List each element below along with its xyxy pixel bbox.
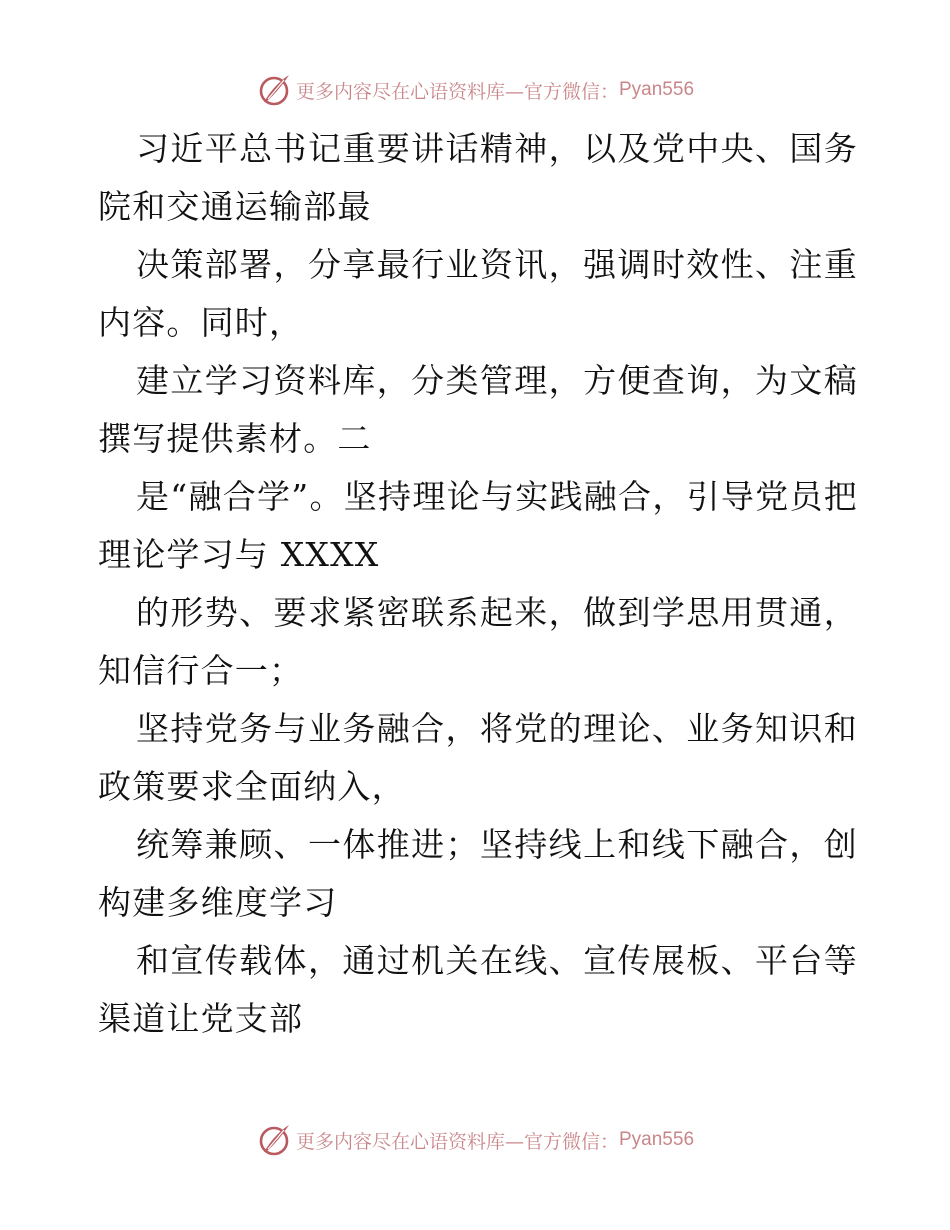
footer-watermark	[0, 1120, 950, 1160]
paragraph-3: 建立学习资料库，分类管理，方便查询，为文稿撰写提供素材。二	[98, 361, 858, 458]
paragraph-2: 决策部署，分享最行业资讯，强调时效性、注重内容。同时，	[98, 245, 858, 342]
watermark-account: Pyan556	[619, 1129, 695, 1150]
header-watermark	[0, 70, 950, 110]
feather-pen-logo-icon	[256, 1122, 292, 1158]
paragraph-5: 的形势、要求紧密联系起来，做到学思用贯通，知信行合一；	[98, 593, 858, 690]
paragraph-8: 和宣传载体，通过机关在线、宣传展板、平台等渠道让党支部	[98, 941, 858, 1038]
paragraph-7: 统筹兼顾、一体推进；坚持线上和线下融合，创构建多维度学习	[98, 825, 858, 922]
watermark-account: Pyan556	[619, 79, 695, 100]
watermark-text: 更多内容尽在心语资料库—官方微信：	[295, 80, 619, 103]
document-body	[98, 120, 858, 1048]
feather-pen-logo-icon	[256, 72, 292, 108]
paragraph-6: 坚持党务与业务融合，将党的理论、业务知识和政策要求全面纳入，	[98, 709, 858, 806]
paragraph-4: 是“融合学”。坚持理论与实践融合，引导党员把理论学习与 XXXX	[98, 477, 858, 574]
paragraph-1: 习近平总书记重要讲话精神，以及党中央、国务院和交通运输部最	[98, 129, 858, 226]
watermark-text: 更多内容尽在心语资料库—官方微信：	[295, 1130, 619, 1153]
